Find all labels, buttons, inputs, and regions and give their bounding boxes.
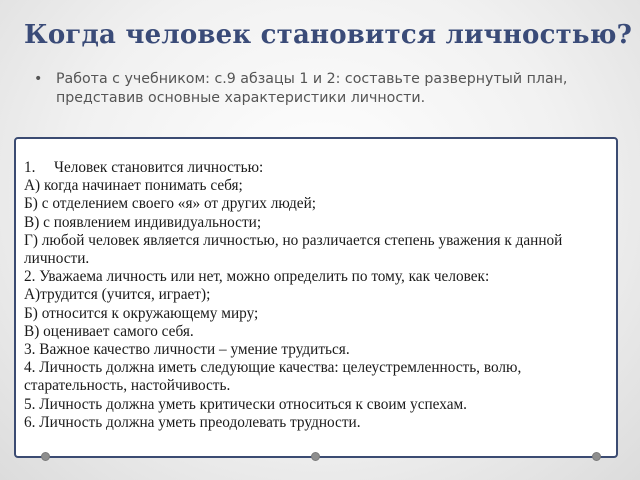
plan-line: В) оценивает самого себя. <box>24 322 194 340</box>
plan-line: 4. Личность должна иметь следующие качества: целеустремленность, волю, старательность, настойчивость. <box>24 359 522 395</box>
plan-line: В) с появлением индивидуальности; <box>24 213 262 231</box>
plan-line: Г) любой человек является личностью, но различается степень уважения к данной личности. <box>24 231 563 268</box>
plan-text-content[interactable] <box>24 159 610 432</box>
plan-item-text: Человек становится личностью: <box>54 159 264 176</box>
plan-line: 2. Уважаема личность или нет, можно определить по тому, как человек: <box>24 268 490 286</box>
plan-line: А) когда начинает понимать себя; <box>24 177 243 195</box>
plan-line: 3. Важное качество личности – умение трудиться. <box>24 341 350 359</box>
plan-item-1 <box>24 159 610 177</box>
resize-handle-bottom-left-icon[interactable] <box>41 452 50 461</box>
instruction-text: Работа с учебником: с.9 абзацы 1 и 2: составьте развернутый план, представив основные характеристики личности. <box>56 71 568 106</box>
plan-line: Б) относится к окружающему миру; <box>24 304 259 322</box>
resize-handle-bottom-center-icon[interactable] <box>311 452 320 461</box>
plan-line: А)трудится (учится, играет); <box>24 286 211 304</box>
plan-item-number: 1. <box>24 159 36 176</box>
plan-text-box[interactable] <box>14 137 618 458</box>
instruction-bullet <box>34 70 614 108</box>
resize-handle-bottom-right-icon[interactable] <box>592 452 601 461</box>
plan-line: 6. Личность должна уметь преодолевать трудности. <box>24 413 361 431</box>
plan-line: Б) с отделением своего «я» от других людей; <box>24 195 317 213</box>
slide-title: Когда человек становится личностью? <box>24 20 633 50</box>
bullet-dot-icon: • <box>34 71 43 87</box>
plan-line: 5. Личность должна уметь критически относиться к своим успехам. <box>24 395 467 413</box>
